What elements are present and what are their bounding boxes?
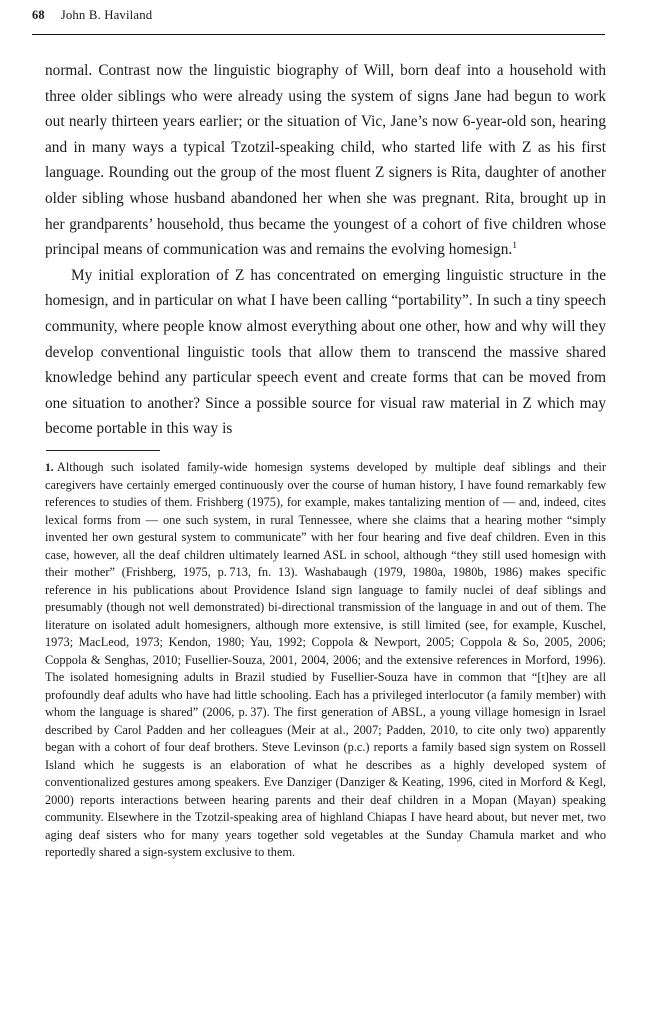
- page-number: 68: [32, 8, 45, 22]
- body-paragraph-1-text: normal. Contrast now the linguistic biography of Will, born deaf into a household with three older siblings who were already using the system of signs Jane had begun to work out nearly thirteen years earlier; or the situation of Vic, Jane’s now 6-year-old son, hearing and in many ways a typical Tzotzil-speaking child, who started life with Z as his first language. Rounding out the group of the most fluent Z signers is Rita, daughter of another older sibling whose husband abandoned her when she was pregnant. Rita, brought up in her grandparents’ household, thus became the youngest of a cohort of five children whose principal means of communication was and remains the evolving homesign.: [45, 62, 606, 259]
- body-paragraph-2: My initial exploration of Z has concentrated on emerging linguistic structure in the homesign, and in particular on what I have been calling “portability”. In such a tiny speech community, where people know almost everything about one other, how and why will they develop conventional linguistic tools that allow them to transcend the massive shared knowledge behind any particular speech event and create forms that can be moved from one situation to another? Since a possible source for visual raw material in Z which may become portable in this way is: [45, 266, 606, 438]
- footnote-separator-rule: [46, 450, 160, 451]
- footnote-block: [45, 459, 606, 862]
- footnote-item: [45, 459, 606, 862]
- footnote-text: Although such isolated family-wide homesign systems developed by multiple deaf siblings and their caregivers have certainly emerged continuously over the course of human history, I have found remarkably few references to studies of them. Frishberg (1975), for example, makes tantalizing mention of — and, indeed, cites lexical forms from — one such system, in rural Tennessee, where she claims that a hearing mother “simply invented her own gestural system to communicate” with her four hearing and five deaf children. Even in this case, however, all the deaf children ultimately learned ASL in school, although “they still used homesign with their mother” (Frishberg, 1975, p. 713, fn. 13). Washabaugh (1979, 1980a, 1980b, 1986) makes specific reference in his publications about Providence Island sign language to family nuclei of deaf siblings and presumably (though not well demonstrated) bi-directional transmission of the language in and out of them. The literature on isolated adult homesigners, although more extensive, is still limited (see, for example, Kuschel, 1973; MacLeod, 1973; Kendon, 1980; Yau, 1992; Coppola & Newport, 2005; Coppola & So, 2005, 2006; Coppola & Senghas, 2010; Fusellier-Souza, 2001, 2004, 2006; and the extensive references in Morford, 1996). The isolated homesigning adults in Brazil studied by Fusellier-Souza have in common that “[t]hey are all profoundly deaf adults who have had little schooling. Each has a privileged interlocutor (a family member) with whom the language is shared” (2006, p. 37). The first generation of ABSL, a young village homesign in Israel described by Carol Padden and her colleagues (Meir at al., 2007; Padden, 2010, to cite only two) apparently began with a cohort of four deaf brothers. Steve Levinson (p.c.) reports a family based sign system on Rossell Island which he suggests is an elaboration of what he describes as a highly developed system of conventionalized gestures among speakers. Eve Danziger (Danziger & Keating, 1996, cited in Morford & Kegl, 2000) reports interactions between hearing parents and their deaf children in a Mopan (Mayan) speaking community. Elsewhere in the Tzotzil-speaking area of highland Chiapas I have heard about, but never met, two aging deaf sisters who for many years together sold vegetables at the Sunday Chamula market and who reportedly shared a sign-system exclusive to them.: [45, 460, 606, 860]
- footnote-number: 1.: [45, 461, 54, 474]
- body-text-block: [45, 58, 606, 442]
- running-header: [32, 7, 605, 29]
- body-paragraph-1: [45, 58, 606, 263]
- header-divider-rule: [32, 34, 605, 35]
- footnote-reference-1[interactable]: 1: [512, 241, 517, 252]
- running-header-title: John B. Haviland: [60, 8, 153, 22]
